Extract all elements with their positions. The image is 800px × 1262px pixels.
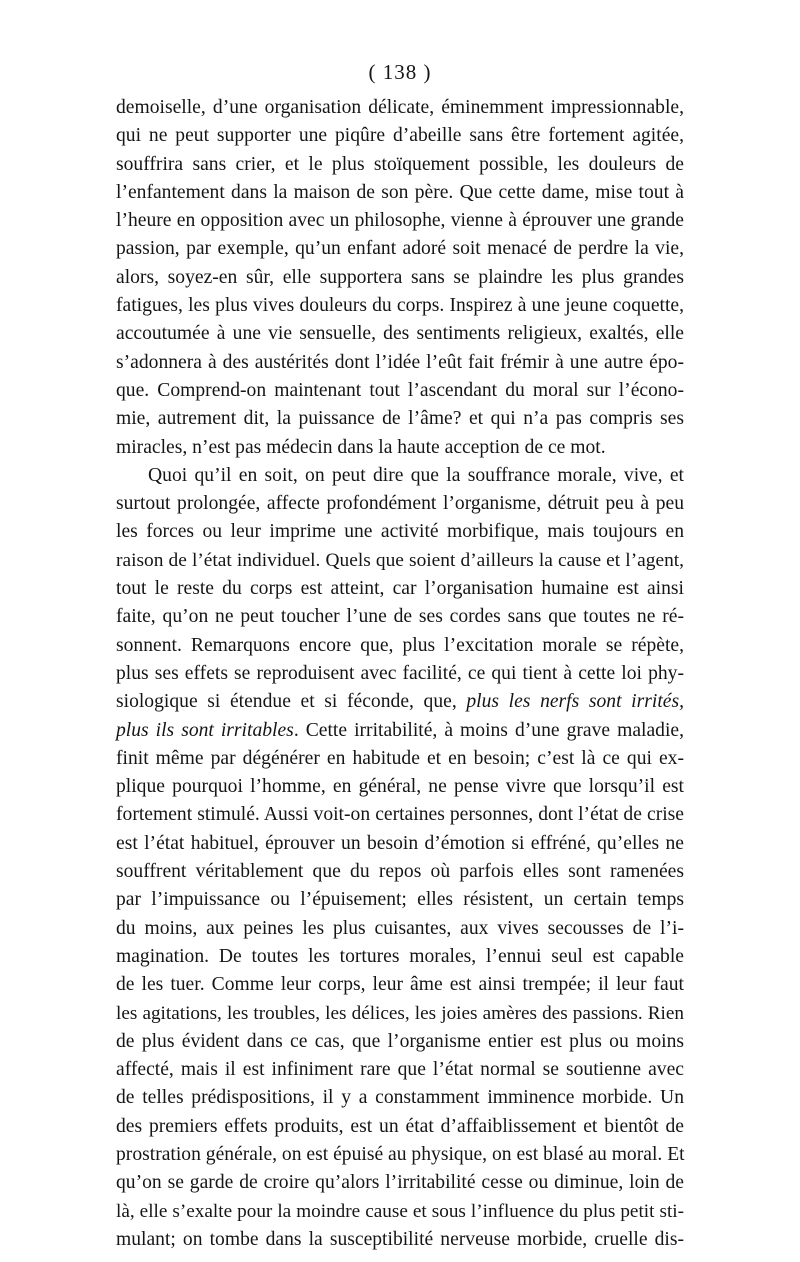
page-number: ( 138 ) <box>368 60 432 84</box>
text-line: que. Comprend-on maintenant tout l’ascendant du moral sur l’écono- <box>116 379 684 401</box>
text-line: mulant; on tombe dans la susceptibilité nerveuse morbide, cruelle dis- <box>116 1228 684 1250</box>
text-line: demoiselle, d’une organisation délicate, éminemment impressionnable, <box>116 97 684 118</box>
italic-phrase: plus ils sont irritables <box>116 719 294 741</box>
text-line: qu’on se garde de croire qu’alors l’irritabilité cesse ou diminue, loin de <box>116 1172 684 1194</box>
text-line: miracles, n’est pas médecin dans la haute acception de ce mot. <box>116 436 606 458</box>
text-line: de telles prédispositions, il y a constamment imminence morbide. Un <box>116 1087 684 1109</box>
text-line: là, elle s’exalte pour la moindre cause et sous l’influence du plus petit sti- <box>116 1200 684 1222</box>
text-line: sonnent. Remarquons encore que, plus l’excitation morale se répète, <box>116 634 684 656</box>
text-line: faite, qu’on ne peut toucher l’une de ses cordes sans que toutes ne ré- <box>116 606 684 628</box>
text-fragment: siologique si étendue et si féconde, que, <box>116 691 457 713</box>
text-line: prostration générale, on est épuisé au physique, on est blasé au moral. Et <box>116 1143 685 1165</box>
text-line: des premiers effets produits, est un état d’affaiblissement et bientôt de <box>116 1115 684 1137</box>
body-text <box>116 94 684 1254</box>
text-line: est l’état habituel, éprouver un besoin d’émotion si effréné, qu’elles ne <box>116 832 684 854</box>
text-line: par l’impuissance ou l’épuisement; elles résistent, un certain temps <box>116 889 684 911</box>
text-line: accoutumée à une vie sensuelle, des sentiments religieux, exaltés, elle <box>116 323 684 345</box>
text-line: souffrira sans crier, et le plus stoïquement possible, les douleurs de <box>116 153 684 175</box>
text-line: de les tuer. Comme leur corps, leur âme est ainsi trempée; il leur faut <box>116 974 684 996</box>
text-line: de plus évident dans ce cas, que l’organisme entier est plus ou moins <box>116 1030 684 1052</box>
text-line: raison de l’état individuel. Quels que soient d’ailleurs la cause et l’agent, <box>116 549 684 571</box>
text-line: Quoi qu’il en soit, on peut dire que la souffrance morale, vive, et <box>148 464 684 486</box>
text-line: les forces ou leur imprime une activité morbifique, mais toujours en <box>116 521 684 543</box>
text-line: l’heure en opposition avec un philosophe, vienne à éprouver une grande <box>116 210 684 232</box>
text-line: plus ses effets se reproduisent avec facilité, ce qui tient à cette loi phy- <box>116 662 684 684</box>
text-line-with-italic <box>116 717 684 745</box>
text-line: les agitations, les troubles, les délices, les joies amères des passions. Rien <box>116 1002 684 1024</box>
text-line: magination. De toutes les tortures morales, l’ennui seul est capable <box>116 945 684 967</box>
text-line: du moins, aux peines les plus cuisantes, aux vives secousses de l’i- <box>116 917 684 939</box>
italic-phrase: plus les nerfs sont irrités, <box>466 691 684 713</box>
text-line: l’enfantement dans la maison de son père. Que cette dame, mise tout à <box>116 181 684 203</box>
text-line: finit même par dégénérer en habitude et en besoin; c’est là ce qui ex- <box>116 747 684 769</box>
text-fragment: . Cette irritabilité, à moins d’une grave maladie, <box>293 719 684 741</box>
text-line: affecté, mais il est infiniment rare que l’état normal se soutienne avec <box>116 1059 684 1081</box>
text-line: plique pourquoi l’homme, en général, ne pense vivre que lorsqu’il est <box>116 776 684 798</box>
text-line: passion, par exemple, qu’un enfant adoré soit menacé de perdre la vie, <box>116 238 684 260</box>
text-line: fatigues, les plus vives douleurs du corps. Inspirez à une jeune coquette, <box>116 295 684 317</box>
text-line-with-italic <box>116 688 684 716</box>
text-line: qui ne peut supporter une piqûre d’abeille sans être fortement agitée, <box>116 125 684 147</box>
text-line: mie, autrement dit, la puissance de l’âme? et qui n’a pas compris ses <box>116 408 684 430</box>
text-line: alors, soyez-en sûr, elle supportera sans se plaindre les plus grandes <box>116 266 684 288</box>
text-line: souffrent véritablement que du repos où parfois elles sont ramenées <box>116 861 684 883</box>
text-line: tout le reste du corps est atteint, car l’organisation humaine est ainsi <box>116 578 684 600</box>
text-line: surtout prolongée, affecte profondément l’organisme, détruit peu à peu <box>116 493 684 515</box>
text-line: s’adonnera à des austérités dont l’idée l’eût fait frémir à une autre épo- <box>116 351 684 373</box>
text-line: fortement stimulé. Aussi voit-on certaines personnes, dont l’état de crise <box>116 804 684 826</box>
